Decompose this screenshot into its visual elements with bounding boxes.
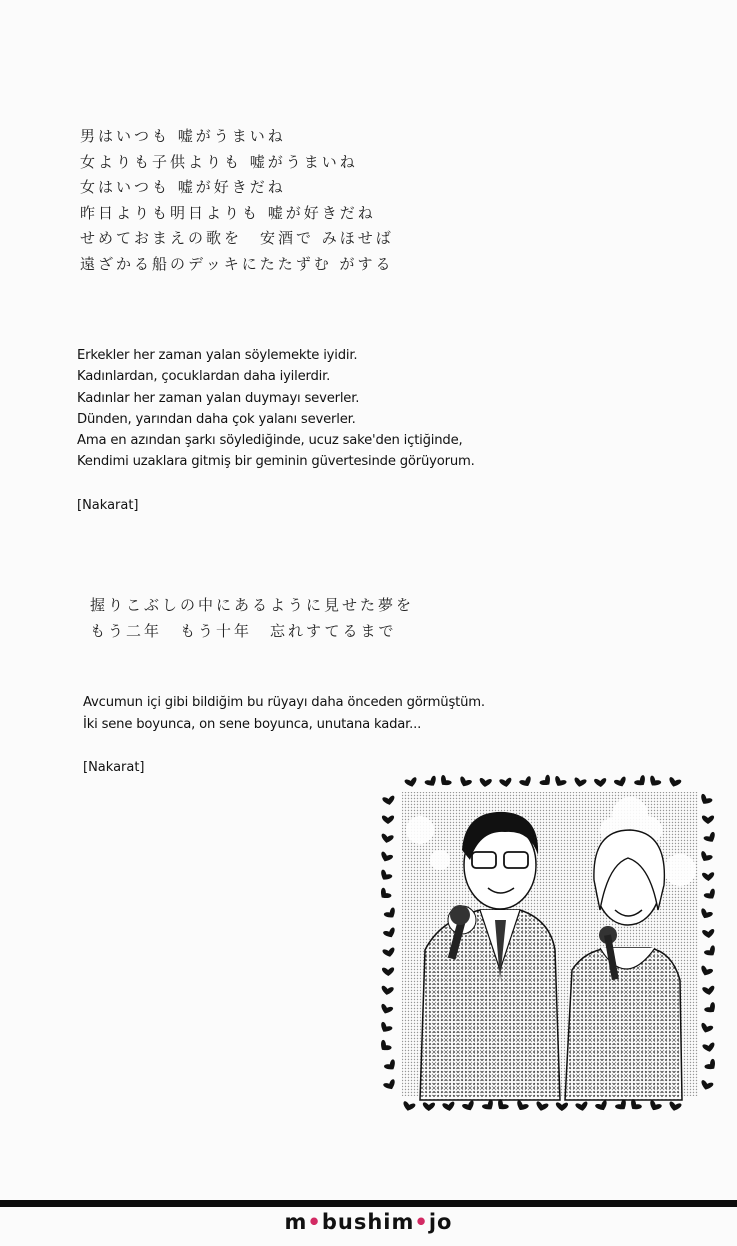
heart-icon	[514, 1100, 529, 1113]
heart-icon	[556, 1102, 568, 1111]
heart-icon	[702, 986, 715, 996]
heart-icon	[668, 1101, 682, 1112]
heart-icon	[704, 1058, 716, 1073]
heart-icon	[702, 929, 715, 939]
heart-icon	[668, 777, 682, 789]
heart-icon	[704, 1001, 716, 1015]
heart-icon	[699, 908, 714, 921]
chorus-label: [Nakarat]	[77, 498, 139, 513]
heart-icon	[699, 965, 713, 977]
heart-icon	[479, 778, 492, 788]
heart-icon	[382, 947, 396, 958]
heart-icon	[703, 945, 716, 959]
jp-line: 昨日よりも明日よりも 嘘が好きだね	[80, 203, 376, 222]
heart-icon	[458, 776, 473, 789]
heart-icon	[614, 776, 628, 788]
heart-icon	[615, 1099, 630, 1113]
tr-line: Avcumun içi gibi bildiğim bu rüyayı daha önceden görmüştüm.	[83, 695, 485, 710]
turkish-verse-2	[83, 692, 485, 736]
heart-icon	[402, 1101, 416, 1112]
heart-icon	[442, 1101, 456, 1112]
chorus-label: [Nakarat]	[83, 760, 145, 775]
tr-line: İki sene boyunca, on sene boyunca, unutana kadar...	[83, 717, 422, 732]
heart-icon	[647, 775, 662, 789]
heart-icon	[423, 1102, 435, 1111]
jp-line: 遠ざかる船のデッキにたたずむ がする	[80, 254, 394, 273]
heart-icon	[382, 967, 394, 976]
heart-icon	[380, 887, 392, 902]
jp-line: 女はいつも 嘘が好きだね	[80, 178, 286, 196]
heart-icon	[380, 833, 394, 844]
heart-icon	[573, 777, 587, 788]
heart-icon	[594, 778, 607, 788]
turkish-verse-1	[77, 345, 475, 473]
heart-icon	[539, 774, 554, 789]
heart-icon	[535, 1101, 549, 1112]
heart-icon	[698, 851, 713, 864]
tr-line: Ama en azından şarkı söylediğinde, ucuz sake'den içtiğinde,	[77, 433, 463, 449]
heart-icon	[437, 774, 452, 788]
heart-icon	[699, 1023, 713, 1035]
heart-icon	[700, 1080, 714, 1092]
heart-icon	[702, 1042, 716, 1053]
heart-icon	[382, 816, 394, 824]
footer-divider	[0, 1200, 737, 1207]
tr-line: Kadınlardan, çocuklardan daha iyilerdir.	[77, 369, 331, 385]
tr-line: Erkekler her zaman yalan söylemekte iyidir.	[77, 348, 358, 363]
jp-line: 男はいつも 嘘がうまいね	[80, 127, 286, 145]
heart-icon	[382, 795, 396, 806]
heart-icon	[595, 1100, 610, 1113]
heart-icon	[383, 927, 398, 940]
karaoke-couple-illustration	[380, 770, 716, 1118]
heart-icon	[575, 1101, 589, 1112]
heart-icon	[380, 1039, 392, 1053]
japanese-verse-1	[80, 124, 394, 277]
tr-line: Dünden, yarından daha çok yalanı severler.	[77, 411, 356, 427]
japanese-verse-2	[90, 592, 414, 644]
heart-icon	[552, 775, 567, 788]
heart-icon	[380, 1021, 393, 1035]
heart-icon	[383, 1079, 398, 1092]
tr-line: Kendimi uzaklara gitmiş bir geminin güvertesinde görüyorum.	[77, 454, 475, 470]
heart-icon	[703, 831, 716, 845]
heart-icon	[383, 907, 398, 921]
mabushimajo-logo: m•bushim•jo	[284, 1210, 453, 1234]
heart-icon	[462, 1100, 477, 1113]
heart-icon	[380, 851, 393, 863]
tr-line: Kadınlar her zaman yalan duymayı severler.	[77, 390, 360, 406]
heart-icon	[634, 775, 649, 789]
heart-icon	[499, 777, 512, 787]
heart-icon	[648, 1100, 663, 1113]
heart-icon	[481, 1099, 496, 1113]
heart-icon	[381, 986, 394, 996]
heart-icon	[519, 776, 534, 789]
heart-icon	[703, 888, 716, 902]
jp-line: もう二年 もう十年 忘れすてるまで	[90, 622, 397, 640]
jp-line: 女よりも子供よりも 嘘がうまいね	[80, 152, 358, 171]
heart-icon	[698, 793, 713, 807]
heart-icon	[380, 1003, 394, 1015]
heart-icon	[702, 816, 714, 824]
jp-line: せめておまえの歌を 安酒で みほせば	[80, 229, 394, 247]
heart-icon	[380, 869, 393, 883]
heart-icon	[404, 777, 418, 788]
heart-icon	[424, 775, 439, 789]
heart-icon	[383, 1059, 398, 1073]
heart-icon	[702, 872, 715, 881]
jp-line: 握りこぶしの中にあるように見せた夢を	[90, 596, 415, 614]
